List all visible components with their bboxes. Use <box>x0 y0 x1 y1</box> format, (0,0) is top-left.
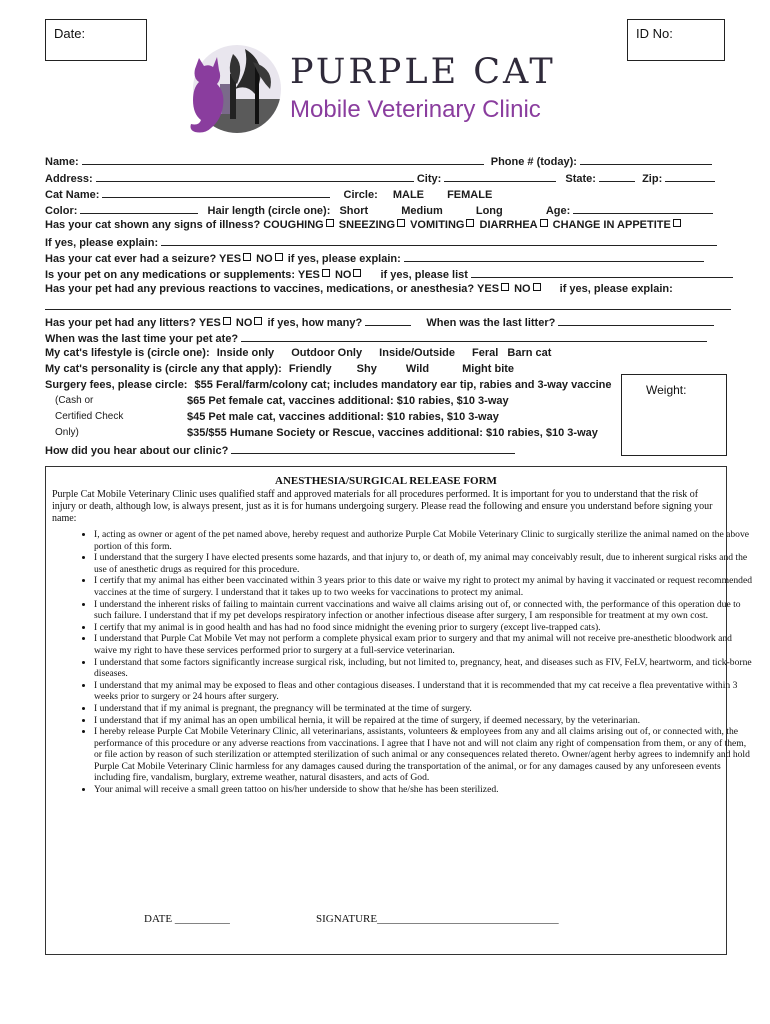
release-date-field[interactable]: DATE __________ <box>144 913 230 925</box>
option-medium[interactable]: Medium <box>401 205 443 217</box>
row-meds <box>45 267 733 281</box>
logo <box>175 44 285 136</box>
id-label: ID No: <box>636 26 673 41</box>
name-label: Name: <box>45 156 79 168</box>
city-field[interactable] <box>444 171 556 182</box>
seizure-no-checkbox[interactable] <box>275 253 283 261</box>
option-vomiting: VOMITING <box>410 219 465 231</box>
meds-question: Is your pet on any medications or supplements: <box>45 269 295 281</box>
option-friendly[interactable]: Friendly <box>288 363 332 375</box>
phone-label: Phone # (today): <box>490 156 577 168</box>
meds-yes-checkbox[interactable] <box>322 269 330 277</box>
hear-about-field[interactable] <box>231 443 515 454</box>
how-many-label: if yes, how many? <box>267 317 363 329</box>
option-sneezing: SNEEZING <box>338 219 396 231</box>
state-label: State: <box>565 173 596 185</box>
meds-no: NO <box>334 269 352 281</box>
diarrhea-checkbox[interactable] <box>540 219 548 227</box>
release-item: • I, acting as owner or agent of the pet named above, hereby request and authorize Purple Cat Mobile Veterinary Clinic to surgically sterilize the animal named on the above portion of this form. <box>94 529 754 552</box>
option-appetite: CHANGE IN APPETITE <box>552 219 671 231</box>
fees-label: Surgery fees, please circle: <box>45 379 188 391</box>
sneezing-checkbox[interactable] <box>397 219 405 227</box>
hair-length-label: Hair length (circle one): <box>207 205 331 217</box>
illness-explain-field[interactable] <box>161 235 717 246</box>
release-item: • I certify that my animal has either been vaccinated within 3 years prior to this date or waive my right to protect my animal by having it vaccinated or request recommended vaccines at the time of surgery. I understand that it takes up to two weeks for vaccinations to protect my animal. <box>94 575 754 598</box>
circle-label: Circle: <box>343 189 378 201</box>
release-item: • I understand that if my animal is pregnant, the pregnancy will be terminated at the time of surgery. <box>94 703 754 715</box>
fee-option-female[interactable]: $65 Pet female cat, vaccines additional: $10 rabies, $10 3-way <box>187 395 509 407</box>
row-lifestyle <box>45 347 551 359</box>
last-ate-label: When was the last time your pet ate? <box>45 333 239 345</box>
age-field[interactable] <box>573 203 713 214</box>
address-field[interactable] <box>96 171 414 182</box>
how-many-field[interactable] <box>365 315 411 326</box>
last-ate-field[interactable] <box>241 331 707 342</box>
address-label: Address: <box>45 173 93 185</box>
option-inside-only[interactable]: Inside only <box>216 347 275 359</box>
release-list <box>56 529 754 796</box>
zip-field[interactable] <box>665 171 715 182</box>
option-wild[interactable]: Wild <box>405 363 430 375</box>
cat-name-label: Cat Name: <box>45 189 100 201</box>
row-last-ate <box>45 331 707 345</box>
row-cat-name <box>45 187 492 201</box>
phone-field[interactable] <box>580 154 712 165</box>
row-illness <box>45 219 683 231</box>
name-field[interactable] <box>82 154 484 165</box>
fee-option-rescue[interactable]: $35/$55 Humane Society or Rescue, vaccines additional: $10 rabies, $10 3-way <box>187 427 598 439</box>
row-personality <box>45 363 514 375</box>
option-coughing: COUGHING <box>263 219 324 231</box>
date-box[interactable] <box>45 19 147 61</box>
option-might-bite[interactable]: Might bite <box>462 363 515 375</box>
litters-yes-checkbox[interactable] <box>223 317 231 325</box>
color-field[interactable] <box>80 203 198 214</box>
litters-no: NO <box>235 317 253 329</box>
purple-cat-logo-icon <box>175 44 285 136</box>
option-female[interactable]: FEMALE <box>447 189 493 201</box>
meds-no-checkbox[interactable] <box>353 269 361 277</box>
option-short[interactable]: Short <box>339 205 369 217</box>
illness-question: Has your cat shown any signs of illness? <box>45 219 261 231</box>
coughing-checkbox[interactable] <box>326 219 334 227</box>
row-illness-explain <box>45 235 717 249</box>
release-intro: Purple Cat Mobile Veterinary Clinic uses qualified staff and approved materials for all procedures performed. It is important for you to understand that the risk of injury or death, although low, is always present, just as it is for humans undergoing surgery. Please read the following and ensure you understand before signing your name: <box>52 489 713 524</box>
weight-box[interactable] <box>621 374 727 456</box>
last-litter-label: When was the last litter? <box>426 317 556 329</box>
meds-yes: YES <box>297 269 320 281</box>
litters-yes: YES <box>198 317 221 329</box>
age-label: Age: <box>545 205 571 217</box>
weight-label: Weight: <box>646 383 687 397</box>
litters-question: Has your pet had any litters? <box>45 317 196 329</box>
release-item: • I understand that if my animal has an open umbilical hernia, it will be repaired at the time of surgery, if deemed necessary, by the veterinarian. <box>94 715 754 727</box>
row-name <box>45 154 712 168</box>
fee-option-male[interactable]: $45 Pet male cat, vaccines additional: $10 rabies, $10 3-way <box>187 411 499 423</box>
lifestyle-label: My cat's lifestyle is (circle one): <box>45 347 210 359</box>
row-reactions <box>45 283 673 295</box>
row-color <box>45 203 713 217</box>
seizure-yes: YES <box>219 253 242 265</box>
meds-list-label: if yes, please list <box>380 269 468 281</box>
zip-label: Zip: <box>642 173 663 185</box>
option-diarrhea: DIARRHEA <box>479 219 538 231</box>
row-seizure <box>45 251 704 265</box>
signature-field[interactable]: SIGNATURE_________________________________ <box>316 913 559 925</box>
option-male[interactable]: MALE <box>392 189 425 201</box>
release-item: • I understand the inherent risks of failing to maintain current vaccinations and waive all claims arising out of, or connected with, the performance of this operation due to such failure. I understand that if my pet develops respiratory infection or another infectious disease after surgery, I am responsible for treatment at my own cost. <box>94 599 754 622</box>
reactions-explain-field[interactable] <box>45 299 731 310</box>
logo-subtitle: Mobile Veterinary Clinic <box>290 96 541 123</box>
release-item: • I understand that Purple Cat Mobile Vet may not perform a complete physical exam prior to surgery and that my animal will not receive pre-anesthetic bloodwork and waive my right to have these services performed prior to surgery at a full-service veterinarian. <box>94 633 754 656</box>
option-shy[interactable]: Shy <box>356 363 377 375</box>
cat-name-field[interactable] <box>102 187 330 198</box>
release-title: ANESTHESIA/SURGICAL RELEASE FORM <box>275 475 497 487</box>
last-litter-field[interactable] <box>558 315 714 326</box>
row-reactions-explain <box>45 299 731 313</box>
seizure-explain-field[interactable] <box>404 251 704 262</box>
release-form <box>45 466 753 955</box>
illness-explain-label: If yes, please explain: <box>45 237 159 249</box>
cash-note-3: Only) <box>55 427 79 438</box>
date-label: Date: <box>54 26 86 41</box>
hear-about-label: How did you hear about our clinic? <box>45 445 229 457</box>
seizure-yes-checkbox[interactable] <box>243 253 251 261</box>
option-feral[interactable]: Feral <box>472 347 499 359</box>
meds-list-field[interactable] <box>471 267 733 278</box>
reactions-question: Has your pet had any previous reactions to vaccines, medications, or anesthesia? <box>45 283 475 295</box>
row-hear-about <box>45 443 515 457</box>
option-inside-outside[interactable]: Inside/Outside <box>379 347 455 359</box>
reactions-no-checkbox[interactable] <box>533 283 541 291</box>
release-item: • I hereby release Purple Cat Mobile Veterinary Clinic, all veterinarians, assistants, volunteers & employees from any and all claims arising out of, or connected with, the performance of this procedure or any adverse reactions from vaccinations. I agree that I have not and will not claim any right of compensation from them, or any of them, or file action by reason of such sterilization or attempted sterilization of such animal or any consequences related thereto. Owner/agent herby agrees to indemnify and hold Purple Cat Mobile Veterinary Clinic harmless for any damages caused during the transportation of the animal, or for any damages caused by any unforeseen events including fire, vandalism, burglary, extreme weather, natural disasters, and acts of God. <box>94 726 754 784</box>
release-item: • I understand that some factors significantly increase surgical risk, including, but not limited to, pregnancy, heat, and diseases such as FIV, FeLV, heartworm, and tick-borne diseases. <box>94 657 754 680</box>
release-item: • Your animal will receive a small green tattoo on his/her underside to show that he/she has been sterilized. <box>94 784 754 796</box>
fee-option-feral[interactable]: $55 Feral/farm/colony cat; includes mandatory ear tip, rabies and 3-way vaccine <box>194 379 612 391</box>
reactions-yes: YES <box>477 283 500 295</box>
reactions-yes-checkbox[interactable] <box>501 283 509 291</box>
appetite-checkbox[interactable] <box>673 219 681 227</box>
reactions-no: NO <box>514 283 531 295</box>
option-outdoor-only[interactable]: Outdoor Only <box>291 347 363 359</box>
option-barn-cat[interactable]: Barn cat <box>507 347 552 359</box>
seizure-no: NO <box>256 253 273 265</box>
seizure-question: Has your cat ever had a seizure? <box>45 253 217 265</box>
release-item: • I understand that the surgery I have elected presents some hazards, and that injury to, or death of, my animal may conceivably result, due to inherent surgical risks and the use of anesthetic drugs as required for this procedure. <box>94 552 754 575</box>
personality-label: My cat's personality is (circle any that apply): <box>45 363 282 375</box>
color-label: Color: <box>45 205 78 217</box>
row-fee-1 <box>45 379 611 391</box>
logo-title: PURPLE CAT <box>290 52 556 92</box>
vomiting-checkbox[interactable] <box>466 219 474 227</box>
row-litters <box>45 315 714 329</box>
release-item: • I certify that my animal is in good health and has had no food since midnight the evening prior to surgery (except live-trapped cats). <box>94 622 754 634</box>
option-long[interactable]: Long <box>475 205 503 217</box>
cash-note-2: Certified Check <box>55 411 124 422</box>
seizure-explain-label: if yes, please explain: <box>287 253 401 265</box>
id-box[interactable] <box>627 19 725 61</box>
row-address <box>45 171 715 185</box>
state-field[interactable] <box>599 171 635 182</box>
release-item: • I understand that my animal may be exposed to fleas and other contagious diseases. I understand that it is recommended that my cat receive a flea preventative within 3 weeks prior to surgery or 24 hours after surgery. <box>94 680 754 703</box>
cash-note-1: (Cash or <box>55 395 94 406</box>
reactions-explain-label: if yes, please explain: <box>559 283 673 295</box>
litters-no-checkbox[interactable] <box>254 317 262 325</box>
city-label: City: <box>416 173 442 185</box>
